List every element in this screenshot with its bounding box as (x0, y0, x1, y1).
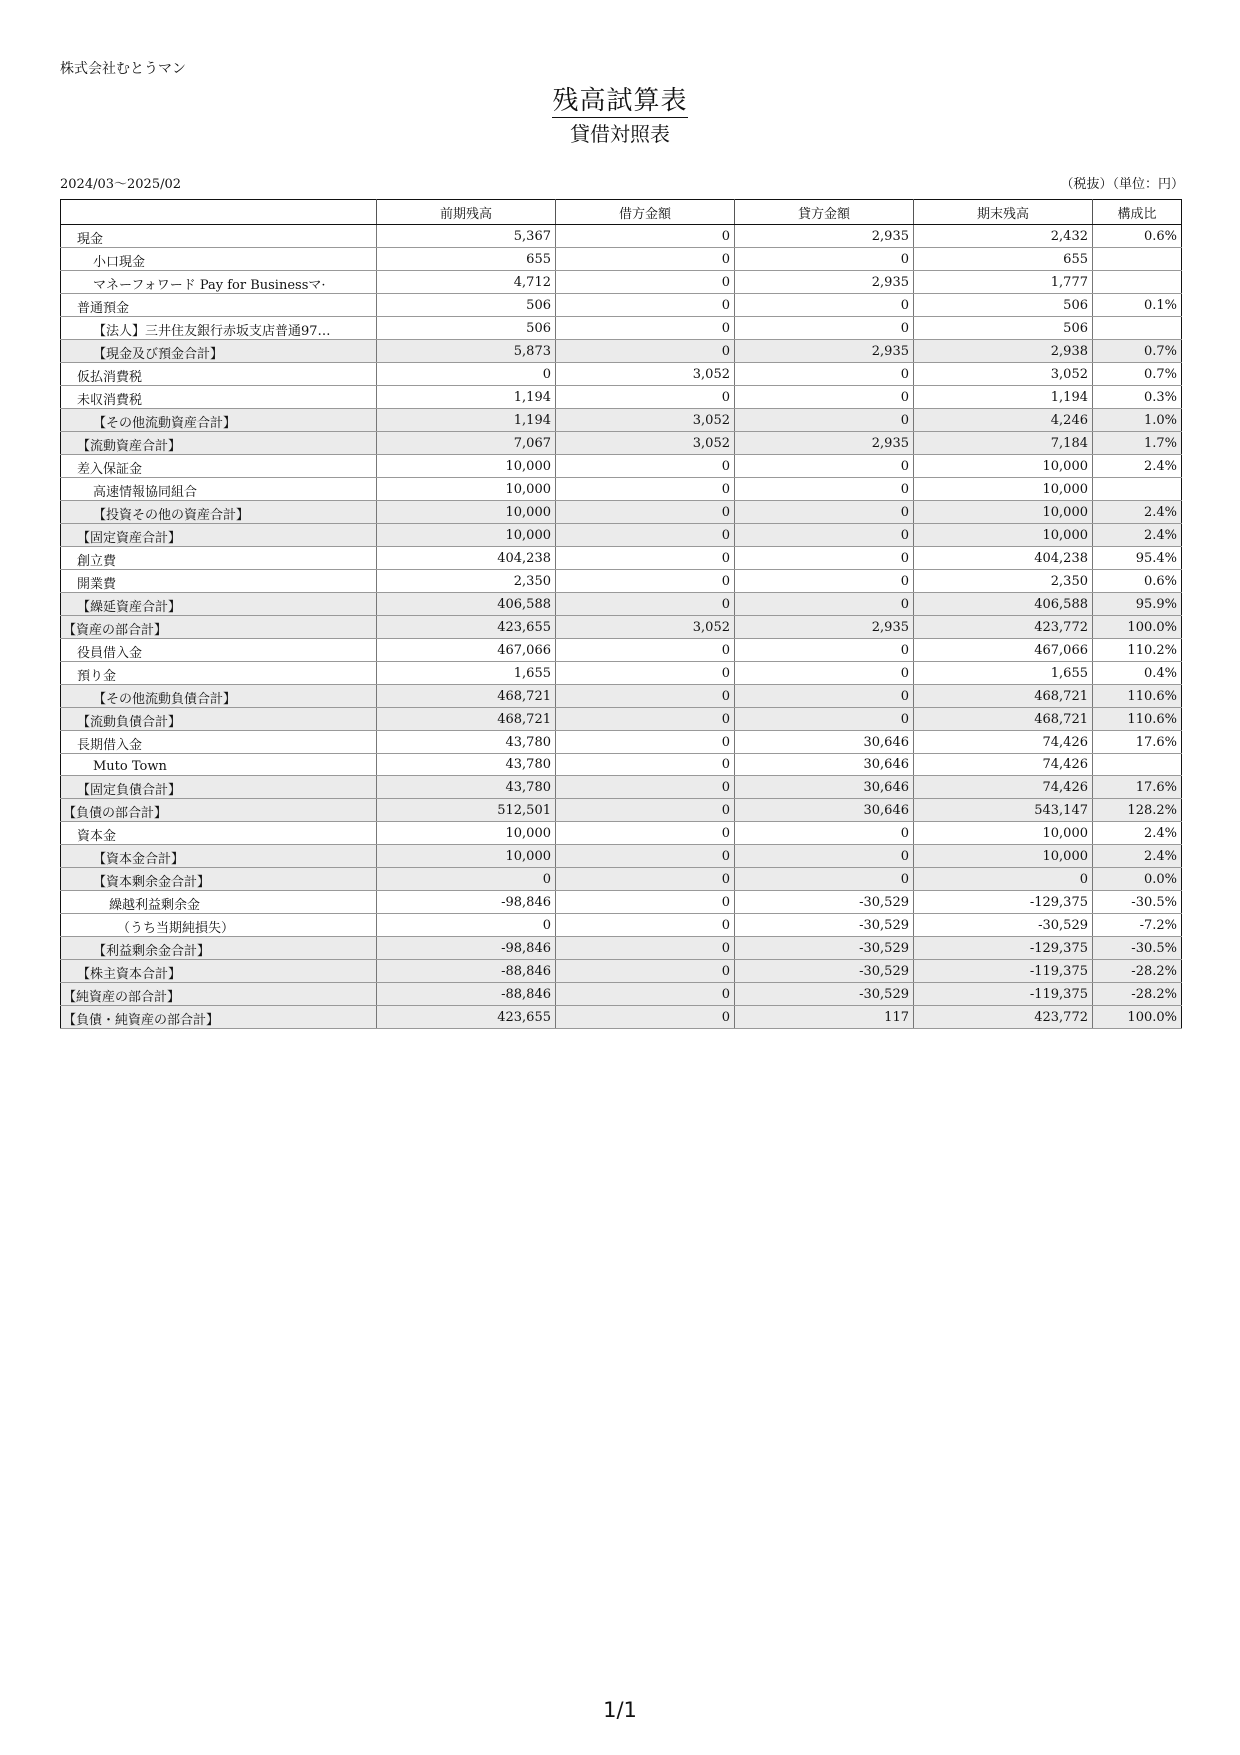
opening-balance-cell: 43,780 (377, 731, 556, 754)
debit-cell: 0 (556, 524, 735, 547)
account-name-cell (61, 225, 377, 248)
opening-balance-cell: 406,588 (377, 593, 556, 616)
account-name-cell (61, 248, 377, 271)
debit-cell: 3,052 (556, 409, 735, 432)
account-name-cell (61, 845, 377, 868)
table-row (61, 639, 1182, 662)
debit-cell: 0 (556, 914, 735, 937)
table-row (61, 294, 1182, 317)
opening-balance-cell: 467,066 (377, 639, 556, 662)
credit-cell: 0 (735, 294, 914, 317)
closing-balance-cell: 406,588 (914, 593, 1093, 616)
account-name-cell (61, 386, 377, 409)
ratio-cell: 0.4% (1093, 662, 1182, 685)
credit-cell: 0 (735, 685, 914, 708)
ratio-cell: 128.2% (1093, 799, 1182, 822)
table-row-subtotal (61, 799, 1182, 822)
credit-cell: 2,935 (735, 225, 914, 248)
ratio-cell: 0.0% (1093, 868, 1182, 891)
closing-balance-cell: 3,052 (914, 363, 1093, 386)
account-name-cell (61, 616, 377, 639)
table-row-subtotal (61, 708, 1182, 731)
closing-balance-cell: 10,000 (914, 845, 1093, 868)
account-name: 【負債の部合計】 (63, 806, 168, 821)
ratio-cell: -30.5% (1093, 937, 1182, 960)
account-name-cell (61, 409, 377, 432)
ratio-cell: 2.4% (1093, 524, 1182, 547)
table-row-subtotal (61, 501, 1182, 524)
table-row (61, 891, 1182, 914)
debit-cell: 0 (556, 822, 735, 845)
credit-cell: 0 (735, 845, 914, 868)
table-row (61, 317, 1182, 340)
account-name: 【流動負債合計】 (77, 715, 182, 730)
table-row-subtotal (61, 616, 1182, 639)
credit-cell: 0 (735, 570, 914, 593)
ratio-cell: 17.6% (1093, 776, 1182, 799)
account-name-cell (61, 960, 377, 983)
opening-balance-cell: 4,712 (377, 271, 556, 294)
ratio-cell (1093, 317, 1182, 340)
opening-balance-cell: 7,067 (377, 432, 556, 455)
table-row-subtotal (61, 593, 1182, 616)
opening-balance-cell: 10,000 (377, 524, 556, 547)
opening-balance-cell: 1,194 (377, 409, 556, 432)
debit-cell: 0 (556, 868, 735, 891)
opening-balance-cell: 512,501 (377, 799, 556, 822)
opening-balance-cell: 10,000 (377, 822, 556, 845)
account-name: 創立費 (77, 554, 117, 569)
account-name: 長期借入金 (77, 738, 143, 753)
opening-balance-cell: 423,655 (377, 616, 556, 639)
account-name: 【その他流動負債合計】 (93, 692, 237, 707)
column-header-debit: 借方金額 (556, 200, 735, 225)
account-name-cell (61, 776, 377, 799)
ratio-cell: 1.7% (1093, 432, 1182, 455)
opening-balance-cell: 0 (377, 363, 556, 386)
opening-balance-cell: 404,238 (377, 547, 556, 570)
table-row-subtotal (61, 960, 1182, 983)
credit-cell: -30,529 (735, 937, 914, 960)
account-name: 【固定負債合計】 (77, 783, 182, 798)
debit-cell: 0 (556, 845, 735, 868)
closing-balance-cell: -119,375 (914, 983, 1093, 1006)
opening-balance-cell: 43,780 (377, 754, 556, 776)
account-name: 未収消費税 (77, 393, 143, 408)
closing-balance-cell: 468,721 (914, 708, 1093, 731)
closing-balance-cell: 10,000 (914, 501, 1093, 524)
account-name-cell (61, 822, 377, 845)
column-header-account (61, 200, 377, 225)
debit-cell: 0 (556, 937, 735, 960)
table-row-subtotal (61, 776, 1182, 799)
account-name-cell (61, 1006, 377, 1029)
table-row-subtotal (61, 868, 1182, 891)
closing-balance-cell: -129,375 (914, 891, 1093, 914)
closing-balance-cell: 74,426 (914, 776, 1093, 799)
closing-balance-cell: 0 (914, 868, 1093, 891)
table-row (61, 754, 1182, 776)
balance-sheet-table (60, 199, 1182, 1029)
ratio-cell: 0.1% (1093, 294, 1182, 317)
credit-cell: 30,646 (735, 776, 914, 799)
credit-cell: 0 (735, 524, 914, 547)
debit-cell: 0 (556, 960, 735, 983)
table-body (61, 225, 1182, 1029)
report-period: 2024/03～2025/02 (60, 177, 182, 192)
ratio-cell: 110.6% (1093, 685, 1182, 708)
opening-balance-cell: -98,846 (377, 937, 556, 960)
opening-balance-cell: 10,000 (377, 845, 556, 868)
account-name: 【資本金合計】 (93, 852, 185, 867)
credit-cell: 0 (735, 409, 914, 432)
table-row-subtotal (61, 845, 1182, 868)
account-name: 【その他流動資産合計】 (93, 416, 237, 431)
account-name-cell (61, 317, 377, 340)
table-row (61, 386, 1182, 409)
account-name-cell (61, 708, 377, 731)
table-header (61, 200, 1182, 225)
report-title-text: 残高試算表 (552, 86, 688, 116)
account-name: 高速情報協同組合 (93, 485, 198, 500)
account-name: 役員借入金 (77, 646, 143, 661)
credit-cell: 2,935 (735, 616, 914, 639)
closing-balance-cell: 2,432 (914, 225, 1093, 248)
debit-cell: 0 (556, 547, 735, 570)
opening-balance-cell: -88,846 (377, 960, 556, 983)
company-name: 株式会社むとうマン (60, 61, 186, 77)
debit-cell: 3,052 (556, 616, 735, 639)
credit-cell: -30,529 (735, 983, 914, 1006)
account-name: Muto Town (93, 758, 167, 774)
account-name-cell (61, 799, 377, 822)
column-header-ratio: 構成比 (1093, 200, 1182, 225)
credit-cell: 30,646 (735, 731, 914, 754)
account-name: 【純資産の部合計】 (63, 990, 181, 1005)
ratio-cell (1093, 478, 1182, 501)
ratio-cell: -28.2% (1093, 983, 1182, 1006)
account-name-cell (61, 983, 377, 1006)
account-name-cell (61, 891, 377, 914)
credit-cell: 0 (735, 455, 914, 478)
debit-cell: 0 (556, 731, 735, 754)
account-name: （うち当期純損失） (117, 921, 235, 936)
account-name-cell (61, 340, 377, 363)
account-name: 繰越利益剰余金 (109, 898, 201, 913)
account-name: 仮払消費税 (77, 370, 143, 385)
ratio-cell: -30.5% (1093, 891, 1182, 914)
table-row-subtotal (61, 1006, 1182, 1029)
ratio-cell: 17.6% (1093, 731, 1182, 754)
table-header-row (61, 200, 1182, 225)
opening-balance-cell: 10,000 (377, 478, 556, 501)
ratio-cell (1093, 248, 1182, 271)
ratio-cell: 100.0% (1093, 1006, 1182, 1029)
column-header-opening-balance: 前期残高 (377, 200, 556, 225)
debit-cell: 0 (556, 1006, 735, 1029)
credit-cell: 2,935 (735, 271, 914, 294)
account-name-cell (61, 868, 377, 891)
opening-balance-cell: 0 (377, 868, 556, 891)
account-name: マネーフォワード Pay for Businessマ· (93, 278, 326, 293)
closing-balance-cell: 506 (914, 294, 1093, 317)
credit-cell: 0 (735, 547, 914, 570)
debit-cell: 3,052 (556, 432, 735, 455)
account-name-cell (61, 547, 377, 570)
account-name: 【流動資産合計】 (77, 439, 182, 454)
debit-cell: 0 (556, 639, 735, 662)
account-name-cell (61, 685, 377, 708)
report-unit: （税抜）（単位：円） (1060, 177, 1184, 192)
account-name: 【繰延資産合計】 (77, 600, 182, 615)
credit-cell: 2,935 (735, 340, 914, 363)
opening-balance-cell: 5,367 (377, 225, 556, 248)
opening-balance-cell: 1,194 (377, 386, 556, 409)
closing-balance-cell: 4,246 (914, 409, 1093, 432)
credit-cell: 0 (735, 822, 914, 845)
table-row-subtotal (61, 685, 1182, 708)
account-name-cell (61, 662, 377, 685)
debit-cell: 0 (556, 891, 735, 914)
account-name-cell (61, 754, 377, 776)
ratio-cell (1093, 271, 1182, 294)
debit-cell: 0 (556, 983, 735, 1006)
opening-balance-cell: 10,000 (377, 455, 556, 478)
debit-cell: 0 (556, 225, 735, 248)
table-row (61, 363, 1182, 386)
credit-cell: 0 (735, 248, 914, 271)
table-row (61, 570, 1182, 593)
credit-cell: -30,529 (735, 891, 914, 914)
debit-cell: 0 (556, 799, 735, 822)
closing-balance-cell: 404,238 (914, 547, 1093, 570)
closing-balance-cell: 10,000 (914, 455, 1093, 478)
account-name-cell (61, 914, 377, 937)
account-name-cell (61, 570, 377, 593)
table-row-subtotal (61, 340, 1182, 363)
table-row (61, 822, 1182, 845)
page-number: 1/1 (603, 1698, 637, 1722)
ratio-cell: 0.6% (1093, 570, 1182, 593)
closing-balance-cell: 655 (914, 248, 1093, 271)
credit-cell: 0 (735, 639, 914, 662)
account-name: 【資産の部合計】 (63, 623, 168, 638)
opening-balance-cell: 10,000 (377, 501, 556, 524)
ratio-cell: 95.4% (1093, 547, 1182, 570)
table-row (61, 662, 1182, 685)
account-name: 【負債・純資産の部合計】 (63, 1013, 220, 1028)
table-row-subtotal (61, 432, 1182, 455)
closing-balance-cell: 423,772 (914, 616, 1093, 639)
opening-balance-cell: 468,721 (377, 708, 556, 731)
debit-cell: 0 (556, 294, 735, 317)
account-name: 【利益剰余金合計】 (93, 944, 211, 959)
credit-cell: 30,646 (735, 754, 914, 776)
account-name: 現金 (77, 232, 104, 247)
account-name-cell (61, 501, 377, 524)
closing-balance-cell: 74,426 (914, 754, 1093, 776)
debit-cell: 0 (556, 754, 735, 776)
account-name-cell (61, 363, 377, 386)
closing-balance-cell: 10,000 (914, 822, 1093, 845)
credit-cell: 0 (735, 501, 914, 524)
report-title (0, 80, 1240, 117)
credit-cell: 117 (735, 1006, 914, 1029)
closing-balance-cell: 506 (914, 317, 1093, 340)
account-name-cell (61, 294, 377, 317)
closing-balance-cell: 543,147 (914, 799, 1093, 822)
table-row-subtotal (61, 524, 1182, 547)
ratio-cell: 2.4% (1093, 822, 1182, 845)
closing-balance-cell: 467,066 (914, 639, 1093, 662)
opening-balance-cell: 43,780 (377, 776, 556, 799)
opening-balance-cell: -98,846 (377, 891, 556, 914)
ratio-cell: 0.6% (1093, 225, 1182, 248)
ratio-cell (1093, 754, 1182, 776)
column-header-credit: 貸方金額 (735, 200, 914, 225)
opening-balance-cell: 0 (377, 914, 556, 937)
opening-balance-cell: -88,846 (377, 983, 556, 1006)
ratio-cell: 100.0% (1093, 616, 1182, 639)
credit-cell: 0 (735, 363, 914, 386)
credit-cell: 0 (735, 662, 914, 685)
account-name-cell (61, 432, 377, 455)
ratio-cell: -7.2% (1093, 914, 1182, 937)
account-name-cell (61, 271, 377, 294)
account-name-cell (61, 455, 377, 478)
table-row (61, 248, 1182, 271)
credit-cell: 2,935 (735, 432, 914, 455)
table-row (61, 455, 1182, 478)
opening-balance-cell: 655 (377, 248, 556, 271)
closing-balance-cell: -129,375 (914, 937, 1093, 960)
opening-balance-cell: 423,655 (377, 1006, 556, 1029)
credit-cell: 30,646 (735, 799, 914, 822)
table-row (61, 914, 1182, 937)
closing-balance-cell: 1,194 (914, 386, 1093, 409)
debit-cell: 0 (556, 317, 735, 340)
account-name: 小口現金 (93, 255, 146, 270)
debit-cell: 0 (556, 501, 735, 524)
closing-balance-cell: 10,000 (914, 524, 1093, 547)
ratio-cell: 0.3% (1093, 386, 1182, 409)
closing-balance-cell: 2,350 (914, 570, 1093, 593)
credit-cell: 0 (735, 593, 914, 616)
ratio-cell: 95.9% (1093, 593, 1182, 616)
account-name: 【固定資産合計】 (77, 531, 182, 546)
account-name-cell (61, 478, 377, 501)
debit-cell: 0 (556, 248, 735, 271)
debit-cell: 0 (556, 593, 735, 616)
ratio-cell: 110.6% (1093, 708, 1182, 731)
account-name-cell (61, 593, 377, 616)
debit-cell: 0 (556, 455, 735, 478)
opening-balance-cell: 1,655 (377, 662, 556, 685)
table-row (61, 225, 1182, 248)
table-row (61, 478, 1182, 501)
debit-cell: 0 (556, 386, 735, 409)
closing-balance-cell: 1,655 (914, 662, 1093, 685)
opening-balance-cell: 468,721 (377, 685, 556, 708)
opening-balance-cell: 5,873 (377, 340, 556, 363)
account-name-cell (61, 524, 377, 547)
debit-cell: 0 (556, 662, 735, 685)
account-name: 【現金及び預金合計】 (93, 347, 224, 362)
account-name: 預り金 (77, 669, 117, 684)
account-name: 開業費 (77, 577, 117, 592)
credit-cell: 0 (735, 868, 914, 891)
debit-cell: 0 (556, 685, 735, 708)
opening-balance-cell: 506 (377, 317, 556, 340)
ratio-cell: 110.2% (1093, 639, 1182, 662)
table-row-subtotal (61, 409, 1182, 432)
table-row-subtotal (61, 983, 1182, 1006)
credit-cell: -30,529 (735, 960, 914, 983)
closing-balance-cell: -119,375 (914, 960, 1093, 983)
account-name: 【資本剰余金合計】 (93, 875, 211, 890)
debit-cell: 0 (556, 271, 735, 294)
table-row (61, 547, 1182, 570)
debit-cell: 0 (556, 570, 735, 593)
table-row-subtotal (61, 937, 1182, 960)
account-name: 【法人】三井住友銀行赤坂支店普通97… (93, 324, 331, 339)
closing-balance-cell: 468,721 (914, 685, 1093, 708)
account-name: 資本金 (77, 829, 117, 844)
closing-balance-cell: 2,938 (914, 340, 1093, 363)
ratio-cell: -28.2% (1093, 960, 1182, 983)
closing-balance-cell: 423,772 (914, 1006, 1093, 1029)
debit-cell: 3,052 (556, 363, 735, 386)
closing-balance-cell: 74,426 (914, 731, 1093, 754)
account-name-cell (61, 731, 377, 754)
ratio-cell: 0.7% (1093, 340, 1182, 363)
closing-balance-cell: 1,777 (914, 271, 1093, 294)
credit-cell: 0 (735, 708, 914, 731)
debit-cell: 0 (556, 708, 735, 731)
ratio-cell: 1.0% (1093, 409, 1182, 432)
table-row (61, 271, 1182, 294)
account-name: 【株主資本合計】 (77, 967, 182, 982)
column-header-closing-balance: 期末残高 (914, 200, 1093, 225)
credit-cell: -30,529 (735, 914, 914, 937)
account-name: 普通預金 (77, 301, 130, 316)
account-name-cell (61, 639, 377, 662)
debit-cell: 0 (556, 478, 735, 501)
debit-cell: 0 (556, 776, 735, 799)
opening-balance-cell: 506 (377, 294, 556, 317)
closing-balance-cell: -30,529 (914, 914, 1093, 937)
ratio-cell: 2.4% (1093, 501, 1182, 524)
table-row (61, 731, 1182, 754)
account-name: 【投資その他の資産合計】 (93, 508, 250, 523)
closing-balance-cell: 7,184 (914, 432, 1093, 455)
ratio-cell: 2.4% (1093, 455, 1182, 478)
opening-balance-cell: 2,350 (377, 570, 556, 593)
report-subtitle: 貸借対照表 (570, 122, 670, 146)
ratio-cell: 2.4% (1093, 845, 1182, 868)
debit-cell: 0 (556, 340, 735, 363)
credit-cell: 0 (735, 317, 914, 340)
closing-balance-cell: 10,000 (914, 478, 1093, 501)
ratio-cell: 0.7% (1093, 363, 1182, 386)
credit-cell: 0 (735, 478, 914, 501)
account-name-cell (61, 937, 377, 960)
credit-cell: 0 (735, 386, 914, 409)
account-name: 差入保証金 (77, 462, 143, 477)
